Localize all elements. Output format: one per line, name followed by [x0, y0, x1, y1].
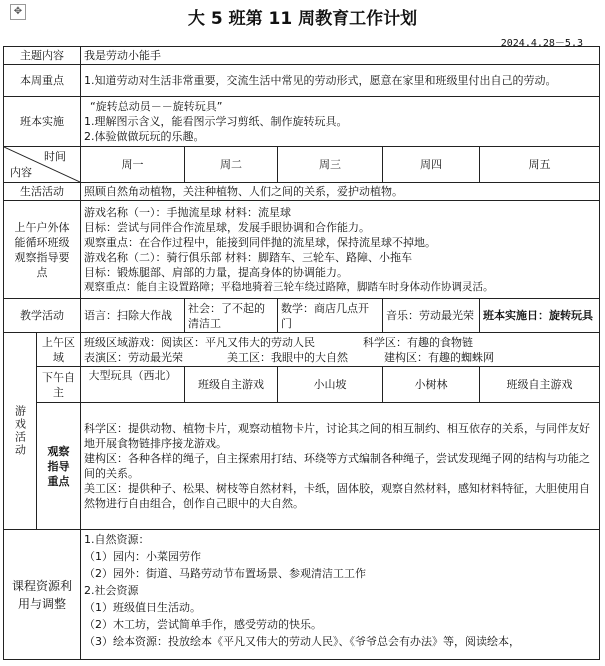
morning-area-item: 科学区：有趣的食物链 [363, 335, 473, 349]
resources-line: （2）木工坊，尝试简单手作，感受劳动的快乐。 [84, 618, 322, 631]
resources-line: （3）绘本资源：投放绘本《平凡又伟大的劳动人民》、《爷爷总会有办法》等，阅读绘本， [84, 635, 520, 648]
table-row-week-header [4, 147, 600, 183]
teaching-mon: 语言：扫除大作战 [81, 299, 185, 333]
teaching-wed: 数学：商店几点开门 [278, 299, 383, 333]
resources-line: 1.自然资源： [84, 533, 150, 546]
outdoor-line: 观察重点：在合作过程中，能接到同伴抛的流星球，保持流星球不掉地。 [84, 235, 436, 249]
morning-area-label: 上午区域 [37, 333, 81, 367]
day-header-fri: 周五 [480, 147, 600, 183]
table-row-morning-area [4, 333, 600, 367]
afternoon-fri: 班级自主游戏 [480, 367, 600, 403]
resources-line: （1）班级值日生活动。 [84, 601, 201, 614]
plan-table [3, 46, 600, 660]
corner-diagonal-cell [4, 147, 81, 183]
date-range: 2024.4.28－5.3 [500, 38, 583, 49]
afternoon-thu: 小树林 [383, 367, 480, 403]
afternoon-wed: 小山坡 [278, 367, 383, 403]
class-impl-line: 1.理解图示含义，能看图示学习剪纸、制作旋转玩具。 [84, 115, 348, 128]
day-header-thu: 周四 [383, 147, 480, 183]
outdoor-content [81, 201, 600, 299]
outdoor-line: 游戏名称（一）：手抛流星球 材料：流星球 [84, 205, 291, 219]
table-row-outdoor [4, 201, 600, 299]
focus-text: 1.知道劳动对生活非常重要，交流生活中常见的劳动形式，愿意在家里和班级里付出自己的劳动。 [81, 65, 600, 97]
teaching-thu: 音乐：劳动最光荣 [383, 299, 480, 333]
morning-area-line [84, 335, 596, 350]
resources-line: （2）园外：街道、马路劳动节布置场景、参观清洁工工作 [84, 567, 366, 580]
life-label: 生活活动 [4, 183, 81, 201]
guide-label: 观察指导重点 [37, 403, 81, 530]
table-row-theme [4, 47, 600, 65]
day-header-mon: 周一 [81, 147, 185, 183]
table-row-life [4, 183, 600, 201]
afternoon-tue: 班级自主游戏 [185, 367, 278, 403]
outdoor-line: 目标：尝试与同伴合作流星球，发展手眼协调和合作能力。 [84, 220, 370, 234]
outdoor-line: 游戏名称（二）：骑行俱乐部 材料：脚踏车、三轮车、路障、小拖车 [84, 250, 412, 264]
corner-content-label: 内容 [10, 166, 32, 179]
table-row-class-impl [4, 97, 600, 147]
class-impl-label: 班本实施 [4, 97, 81, 147]
corner-time-label: 时间 [44, 150, 66, 163]
theme-value: 我是劳动小能手 [81, 47, 600, 65]
day-header-tue: 周二 [185, 147, 278, 183]
guide-paragraph: 科学区：提供动物、植物卡片，观察动植物卡片，讨论其之间的相互制约、相互依存的关系，与同伴友好地开展食物链排序接龙游戏。 [84, 422, 590, 450]
resources-content [81, 530, 600, 660]
teaching-fri: 班本实施日：旋转玩具 [480, 299, 600, 333]
guide-paragraph: 建构区：各种各样的绳子，自主探索用打结、环绕等方式编制各种绳子，尝试发现绳子网的结构与功能之间的关系。 [84, 452, 590, 480]
day-header-wed: 周三 [278, 147, 383, 183]
resources-line: 2.社会资源 [84, 584, 139, 597]
teaching-label: 教学活动 [4, 299, 81, 333]
morning-area-line [84, 350, 596, 365]
class-impl-line: 2.体验做做玩玩的乐趣。 [84, 130, 205, 143]
resources-label: 课程资源利用与调整 [4, 530, 81, 660]
morning-area-content [81, 333, 600, 367]
games-label: 游戏活动 [4, 333, 37, 530]
guide-paragraph: 美工区：提供种子、松果、树枝等自然材料，卡纸，固体胶，观察自然材料，感知材料特征，大胆使用自然物进行自由组合，创作自己眼中的大自然。 [84, 482, 590, 510]
morning-area-item: 美工区：我眼中的大自然 [227, 350, 348, 364]
afternoon-mon: 大型玩具（西北） [81, 367, 185, 403]
outdoor-line: 观察重点：能自主设置路障；平稳地骑着三轮车绕过路障，脚踏车时身体动作协调灵活。 [84, 280, 494, 293]
afternoon-label: 下午自主 [37, 367, 81, 403]
table-row-focus [4, 65, 600, 97]
focus-label: 本周重点 [4, 65, 81, 97]
page-title: 大 5 班第 11 周教育工作计划 [187, 9, 418, 29]
teaching-tue: 社会：了不起的清洁工 [185, 299, 278, 333]
morning-area-item: 建构区：有趣的蜘蛛网 [384, 350, 494, 364]
morning-area-item: 班级区域游戏：阅读区：平凡又伟大的劳动人民 [84, 335, 315, 349]
life-text: 照顾自然角动植物，关注种植物、人们之间的关系，爱护动植物。 [81, 183, 600, 201]
class-impl-line: “旋转总动员－－旋转玩具” [90, 100, 223, 113]
outdoor-label: 上午户外体能循环班级观察指导要点 [4, 201, 81, 299]
table-move-handle-icon[interactable]: ✥ [10, 4, 26, 20]
resources-line: （1）园内：小菜园劳作 [84, 550, 201, 563]
table-row-teaching [4, 299, 600, 333]
table-row-guide [4, 403, 600, 530]
outdoor-line: 目标：锻炼腿部、肩部的力量，提高身体的协调能力。 [84, 265, 348, 279]
theme-label: 主题内容 [4, 47, 81, 65]
guide-content [81, 403, 600, 530]
table-row-resources [4, 530, 600, 660]
table-row-afternoon [4, 367, 600, 403]
morning-area-item: 表演区：劳动最光荣 [84, 350, 183, 364]
class-impl-content [81, 97, 600, 147]
